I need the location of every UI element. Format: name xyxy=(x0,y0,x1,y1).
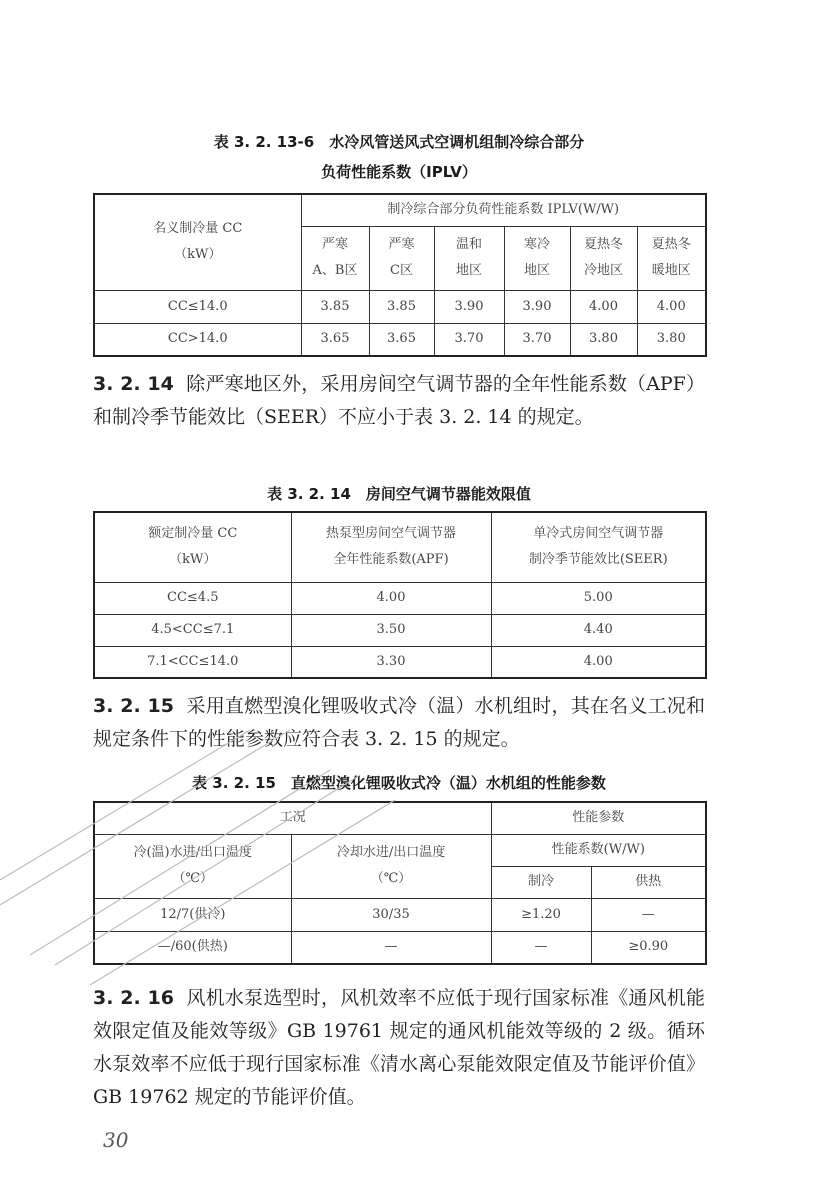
diagonal-line xyxy=(55,775,360,965)
table-cell: 3.70 xyxy=(434,323,504,356)
header-line1: 冷却水进/出口温度 xyxy=(336,845,446,860)
table-cell: — xyxy=(491,931,591,964)
table1-header-capacity-unit: （kW） xyxy=(174,247,222,263)
table-cell: 12/7(供冷) xyxy=(94,898,291,931)
diagonal-line xyxy=(30,770,330,955)
table-cell: — xyxy=(591,898,706,931)
table3-caption: 表 3. 2. 15 直燃型溴化锂吸收式冷（温）水机组的性能参数 xyxy=(192,774,606,792)
table-cell: 30/35 xyxy=(291,898,491,931)
table-cell: 4.00 xyxy=(637,290,706,323)
section-text: 风机水泵选型时，风机效率不应低于现行国家标准《通风机能效限定值及能效等级》GB 19761 规定的通风机能效等级的 2 级。循环水泵效率不应低于现行国家标准《清水离心泵能效限定值及节能评价值》GB 19762 规定的节能评价值。 xyxy=(93,987,705,1108)
table3-header-cool: 制冷 xyxy=(491,866,591,898)
table-cell: —/60(供热) xyxy=(94,931,291,964)
header-line1: 热泵型房间空气调节器 xyxy=(325,526,456,542)
zone-line1: 严寒 xyxy=(388,237,415,252)
diagonal-line xyxy=(90,800,395,985)
table-cell: CC≤4.5 xyxy=(94,582,291,614)
table3-header-cop: 性能系数(W/W) xyxy=(491,834,706,866)
table-cell: 3.65 xyxy=(369,323,434,356)
zone-line2: 地区 xyxy=(455,263,482,278)
table-cell: 4.00 xyxy=(491,646,706,678)
table-cell: 3.70 xyxy=(504,323,570,356)
table3-header-performance: 性能参数 xyxy=(491,802,706,834)
header-line1: 额定制冷量 CC xyxy=(148,526,238,542)
table-cell: 3.80 xyxy=(637,323,706,356)
section-text: 采用直燃型溴化锂吸收式冷（温）水机组时，其在名义工况和规定条件下的性能参数应符合表 3. 2. 15 的规定。 xyxy=(93,695,705,750)
header-line2: 制冷季节能效比(SEER) xyxy=(528,552,668,568)
diagonal-line xyxy=(0,730,253,880)
section-number: 3. 2. 14 xyxy=(93,373,174,395)
section-text: 除严寒地区外，采用房间空气调节器的全年性能系数（APF）和制冷季节能效比（SEER）不应小于表 3. 2. 14 的规定。 xyxy=(93,373,705,428)
table-cell: 4.5<CC≤7.1 xyxy=(94,614,291,646)
table2-caption: 表 3. 2. 14 房间空气调节器能效限值 xyxy=(267,485,531,503)
zone-line1: 严寒 xyxy=(321,237,348,252)
table1-row1-range: CC≤14.0 xyxy=(94,290,301,323)
zone-line2: A、B区 xyxy=(312,263,358,278)
zone-line2: 地区 xyxy=(523,263,550,278)
zone-line1: 夏热冬 xyxy=(651,237,691,252)
header-line2: （kW） xyxy=(169,552,217,568)
table-cell: ≥1.20 xyxy=(491,898,591,931)
table-cell: 3.50 xyxy=(291,614,491,646)
table-cell: 3.90 xyxy=(434,290,504,323)
table1-caption-line1: 表 3. 2. 13-6 水冷风管送风式空调机组制冷综合部分 xyxy=(213,133,585,151)
table1-header-capacity-label: 名义制冷量 CC xyxy=(153,221,243,237)
header-line2: 全年性能系数(APF) xyxy=(333,552,449,568)
zone-line1: 寒冷 xyxy=(523,237,550,252)
page-number: 30 xyxy=(103,1128,129,1152)
table3-header-condition: 工况 xyxy=(94,802,491,834)
section-number: 3. 2. 16 xyxy=(93,987,174,1009)
table-cell: — xyxy=(291,931,491,964)
table-cell: 3.85 xyxy=(301,290,369,323)
table1-header-iplv-group: 制冷综合部分负荷性能系数 IPLV(W/W) xyxy=(301,194,706,226)
header-line2: （℃） xyxy=(172,871,214,886)
section-number: 3. 2. 15 xyxy=(93,695,174,717)
zone-line2: 冷地区 xyxy=(583,263,623,278)
table-cell: 3.90 xyxy=(504,290,570,323)
table-cell: 3.65 xyxy=(301,323,369,356)
table1-caption-line2: 负荷性能系数（IPLV） xyxy=(321,163,477,181)
table-cell: 7.1<CC≤14.0 xyxy=(94,646,291,678)
header-line1: 冷(温)水进/出口温度 xyxy=(133,845,253,860)
table-cell: 5.00 xyxy=(491,582,706,614)
zone-line1: 温和 xyxy=(455,237,482,252)
table-cell: ≥0.90 xyxy=(591,931,706,964)
zone-line2: C区 xyxy=(390,263,413,278)
table1-row2-range: CC>14.0 xyxy=(94,323,301,356)
table-cell: 4.40 xyxy=(491,614,706,646)
table-cell: 4.00 xyxy=(291,582,491,614)
table-cell: 3.30 xyxy=(291,646,491,678)
table-cell: 3.85 xyxy=(369,290,434,323)
diagonal-line xyxy=(0,730,290,905)
header-line1: 单冷式房间空气调节器 xyxy=(533,526,664,542)
zone-line2: 暖地区 xyxy=(651,263,691,278)
header-line2: （℃） xyxy=(370,871,412,886)
zone-line1: 夏热冬 xyxy=(583,237,623,252)
table-cell: 3.80 xyxy=(570,323,637,356)
table3-header-heat: 供热 xyxy=(591,866,706,898)
table-cell: 4.00 xyxy=(570,290,637,323)
